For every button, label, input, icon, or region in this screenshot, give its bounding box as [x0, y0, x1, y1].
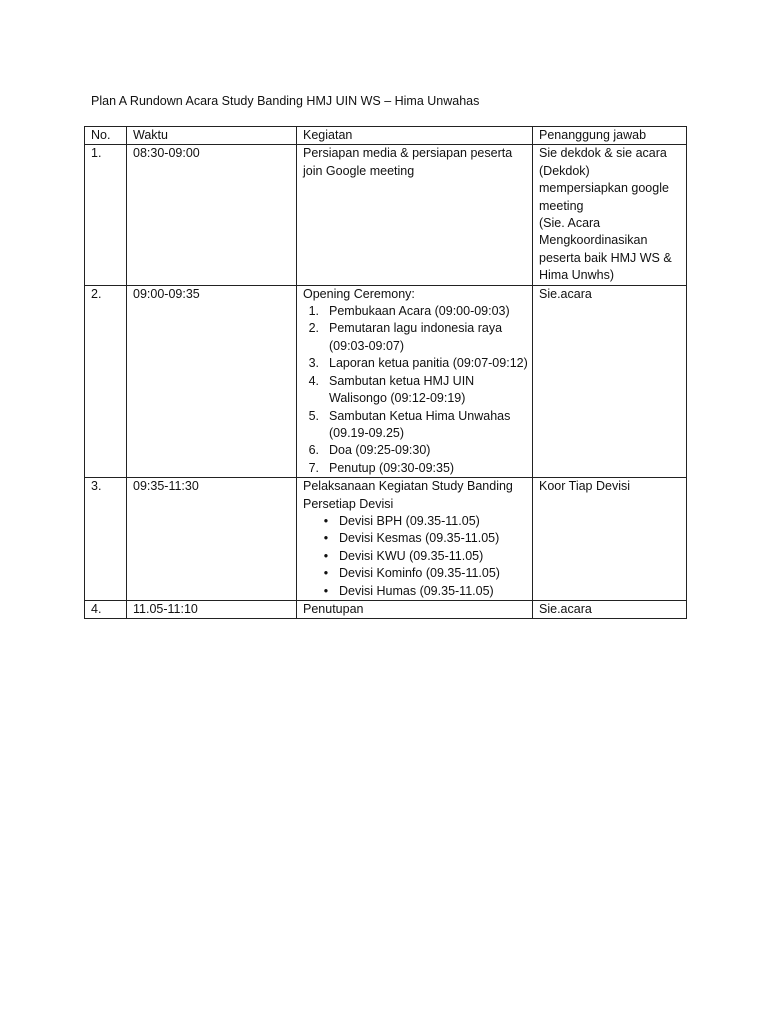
row-activity [297, 285, 533, 477]
row-time: 08:30-09:00 [127, 145, 297, 285]
list-item [303, 373, 528, 408]
list-item-text: Devisi KWU (09.35-11.05) [339, 548, 484, 563]
list-marker: 7. [308, 460, 319, 475]
row-number: 3. [85, 478, 127, 601]
bullet-icon: • [323, 566, 329, 581]
row-time: 09:00-09:35 [127, 285, 297, 477]
header-activity: Kegiatan [297, 127, 533, 145]
list-marker: 2. [308, 321, 319, 336]
list-item-text: Sambutan ketua HMJ UIN Walisongo (09:12-09:19) [329, 373, 475, 406]
list-marker: 6. [308, 443, 319, 458]
pic-line: (Sie. Acara [539, 216, 601, 231]
list-item [303, 513, 528, 530]
list-item [303, 320, 528, 355]
list-item-text: Doa (09:25-09:30) [329, 443, 431, 458]
list-item-text: Pemutaran lagu indonesia raya (09:03-09:07) [329, 321, 503, 353]
row-pic: Sie.acara [533, 285, 687, 477]
pic-line: Hima Unwhs) [539, 268, 615, 283]
bullet-icon: • [323, 513, 329, 528]
table-row [85, 145, 687, 285]
list-item [303, 408, 528, 443]
list-item [303, 442, 528, 459]
list-item [303, 460, 528, 477]
list-item-text: Penutup (09:30-09:35) [329, 460, 455, 475]
list-item-text: Devisi BPH (09.35-11.05) [339, 513, 480, 528]
table-row [85, 285, 687, 477]
pic-line: meeting [539, 198, 584, 213]
list-item-text: Sambutan Ketua Hima Unwahas (09.19-09.25) [329, 408, 511, 440]
bullet-icon: • [323, 531, 329, 546]
list-item [303, 548, 528, 565]
list-item [303, 565, 528, 582]
list-item [303, 583, 528, 600]
list-marker: 5. [308, 408, 319, 423]
header-no: No. [85, 127, 127, 145]
list-item-text: Devisi Kesmas (09.35-11.05) [339, 531, 500, 546]
pic-line: mempersiapkan google [539, 181, 669, 196]
header-pic: Penanggung jawab [533, 127, 687, 145]
activity-heading: Pelaksanaan Kegiatan Study Banding Persetiap Devisi [303, 479, 513, 511]
numbered-list [303, 303, 528, 477]
list-item-text: Pembukaan Acara (09:00-09:03) [329, 304, 510, 319]
row-number: 4. [85, 600, 127, 618]
row-number: 1. [85, 145, 127, 285]
list-item-text: Laporan ketua panitia (09:07-09:12) [329, 356, 528, 371]
bullet-icon: • [323, 548, 329, 563]
list-item [303, 530, 528, 547]
row-time: 11.05-11:10 [127, 600, 297, 618]
list-marker: 3. [308, 356, 319, 371]
row-pic [533, 145, 687, 285]
row-time: 09:35-11:30 [127, 478, 297, 601]
activity-heading: Opening Ceremony: [303, 286, 415, 301]
document-title: Plan A Rundown Acara Study Banding HMJ UIN WS – Hima Unwahas [91, 94, 480, 108]
table-row [85, 600, 687, 618]
pic-line: Sie dekdok & sie acara [539, 146, 667, 161]
bullet-icon: • [323, 583, 329, 598]
pic-line: (Dekdok) [539, 163, 590, 178]
bullet-list [303, 513, 528, 600]
row-activity: Persiapan media & persiapan peserta join Google meeting [297, 145, 533, 285]
list-marker: 1. [308, 304, 319, 319]
row-activity: Penutupan [297, 600, 533, 618]
pic-line: Mengkoordinasikan [539, 233, 648, 248]
row-pic: Sie.acara [533, 600, 687, 618]
table-row [85, 478, 687, 601]
list-item [303, 355, 528, 372]
row-number: 2. [85, 285, 127, 477]
list-item [303, 303, 528, 320]
pic-line: peserta baik HMJ WS & [539, 250, 672, 265]
header-time: Waktu [127, 127, 297, 145]
row-pic: Koor Tiap Devisi [533, 478, 687, 601]
list-marker: 4. [308, 373, 319, 388]
list-item-text: Devisi Humas (09.35-11.05) [339, 583, 494, 598]
list-item-text: Devisi Kominfo (09.35-11.05) [339, 566, 500, 581]
table-header-row [85, 127, 687, 145]
row-activity [297, 478, 533, 601]
rundown-table [84, 126, 687, 619]
